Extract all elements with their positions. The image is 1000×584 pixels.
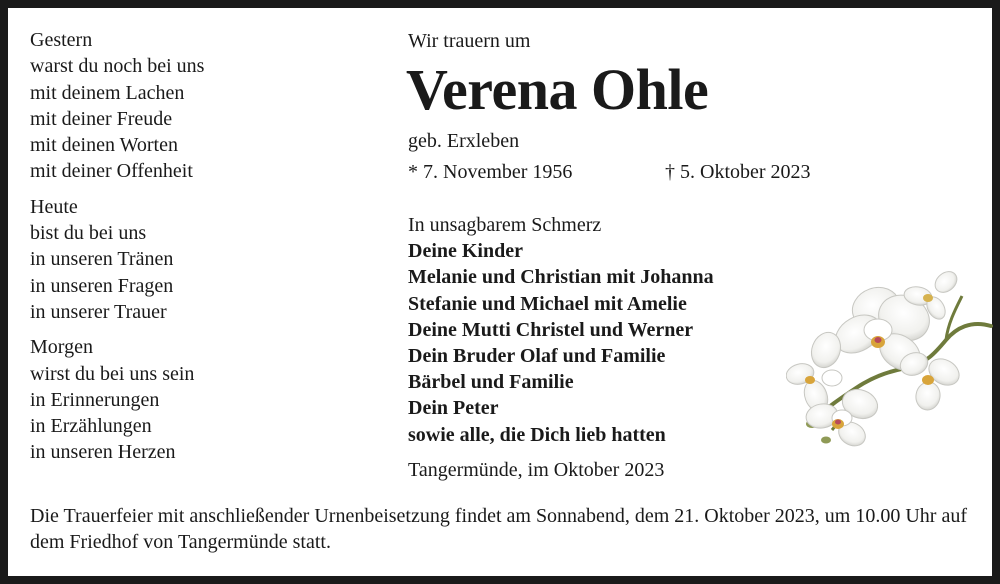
poem-line: in unseren Fragen bbox=[30, 274, 174, 297]
poem-line: in unseren Tränen bbox=[30, 248, 174, 271]
mourner-line: Deine Kinder bbox=[408, 240, 523, 263]
mourners-intro: In unsagbarem Schmerz bbox=[408, 214, 602, 236]
birth-date: * 7. November 1956 bbox=[408, 161, 573, 183]
mourner-line: Melanie und Christian mit Johanna bbox=[408, 266, 714, 289]
poem-stanza-gestern bbox=[30, 27, 370, 185]
funeral-notice: Die Trauerfeier mit anschließender Urnenbeisetzung findet am Sonnabend, dem 21. Oktober 2023, um 10.00 Uhr auf dem Friedhof von Tangermünde statt. bbox=[30, 505, 967, 553]
mourners-list bbox=[408, 212, 714, 448]
poem-line: mit deiner Freude bbox=[30, 107, 173, 130]
poem-line: mit deinem Lachen bbox=[30, 81, 185, 104]
mourner-line: sowie alle, die Dich lieb hatten bbox=[408, 423, 666, 446]
poem-line: in unserer Trauer bbox=[30, 300, 167, 323]
poem-stanza-heute bbox=[30, 194, 370, 325]
mourning-intro: Wir trauern um bbox=[408, 30, 531, 52]
orchid-flower-icon bbox=[786, 268, 996, 453]
poem-line: mit deinen Worten bbox=[30, 134, 178, 157]
poem-line: wirst du bei uns sein bbox=[30, 362, 195, 385]
place-date: Tangermünde, im Oktober 2023 bbox=[408, 459, 665, 481]
mourner-line: Dein Bruder Olaf und Familie bbox=[408, 345, 666, 368]
deceased-name: Verena Ohle bbox=[406, 57, 709, 122]
poem bbox=[30, 27, 370, 475]
poem-line: Heute bbox=[30, 195, 78, 218]
poem-line: in unseren Herzen bbox=[30, 441, 176, 464]
poem-line: in Erzählungen bbox=[30, 415, 152, 438]
mourner-line: Bärbel und Familie bbox=[408, 371, 574, 394]
poem-line: bist du bei uns bbox=[30, 222, 147, 245]
poem-line: warst du noch bei uns bbox=[30, 55, 205, 78]
mourner-line: Deine Mutti Christel und Werner bbox=[408, 318, 694, 341]
poem-line: Morgen bbox=[30, 336, 93, 359]
mourner-line: Dein Peter bbox=[408, 397, 499, 420]
poem-line: Gestern bbox=[30, 29, 93, 51]
mourner-line: Stefanie und Michael mit Amelie bbox=[408, 292, 687, 315]
poem-line: in Erinnerungen bbox=[30, 388, 160, 411]
birth-name: geb. Erxleben bbox=[408, 130, 520, 152]
poem-stanza-morgen bbox=[30, 334, 370, 465]
death-date: † 5. Oktober 2023 bbox=[665, 161, 811, 183]
poem-line: mit deiner Offenheit bbox=[30, 160, 193, 183]
